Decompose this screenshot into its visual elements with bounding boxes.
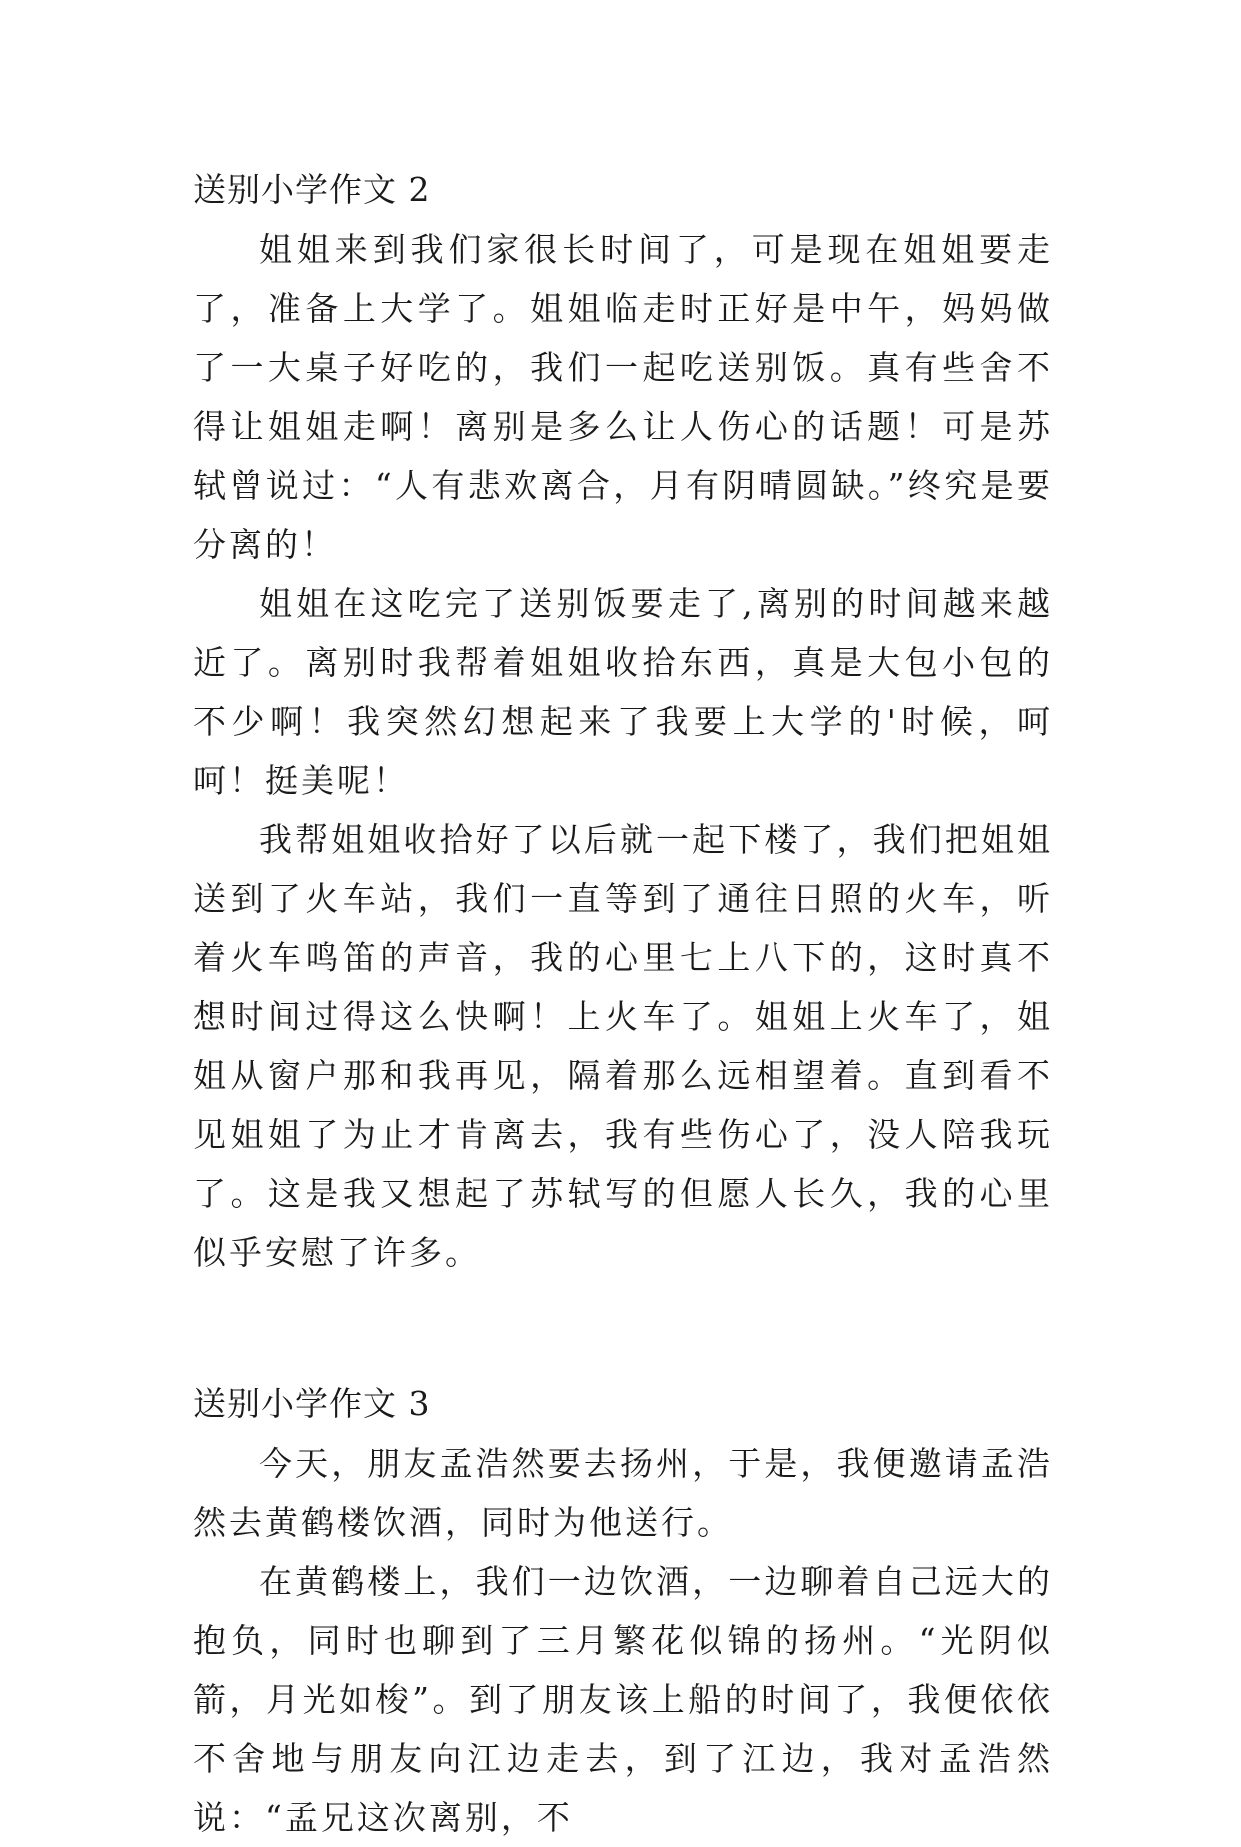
paragraph: 今天，朋友孟浩然要去扬州，于是，我便邀请孟浩然去黄鹤楼饮酒，同时为他送行。: [193, 1444, 1053, 1542]
essay-title: 送别小学作文 3: [193, 1384, 431, 1423]
essay-title: 送别小学作文 2: [193, 170, 431, 209]
paragraph: 姐姐来到我们家很长时间了，可是现在姐姐要走了，准备上大学了。姐姐临走时正好是中午，妈妈做了一大桌子好吃的，我们一起吃送别饭。真有些舍不得让姐姐走啊！离别是多么让人伤心的话题！可是苏轼曾说过：“人有悲欢离合，月有阴晴圆缺。”终究是要分离的！: [193, 230, 1053, 564]
section-spacer: [193, 1282, 1053, 1374]
paragraph: 在黄鹤楼上，我们一边饮酒，一边聊着自己远大的抱负，同时也聊到了三月繁花似锦的扬州。“光阴似箭，月光如梭”。到了朋友该上船的时间了，我便依依不舍地与朋友向江边走去，到了江边，我对孟浩然说：“孟兄这次离别，不: [193, 1562, 1053, 1837]
essay-section-3: [193, 1374, 1053, 1847]
text-column: [193, 160, 1053, 1847]
essay-section-2: [193, 160, 1053, 1282]
paragraph: 姐姐在这吃完了送别饭要走了,离别的时间越来越近了。离别时我帮着姐姐收拾东西，真是大包小包的不少啊！我突然幻想起来了我要上大学的'时候，呵呵！挺美呢！: [193, 584, 1053, 800]
paragraph: 我帮姐姐收拾好了以后就一起下楼了，我们把姐姐送到了火车站，我们一直等到了通往日照的火车，听着火车鸣笛的声音，我的心里七上八下的，这时真不想时间过得这么快啊！上火车了。姐姐上火车了，姐姐从窗户那和我再见，隔着那么远相望着。直到看不见姐姐了为止才肯离去，我有些伤心了，没人陪我玩了。这是我又想起了苏轼写的但愿人长久，我的心里似乎安慰了许多。: [193, 820, 1053, 1272]
